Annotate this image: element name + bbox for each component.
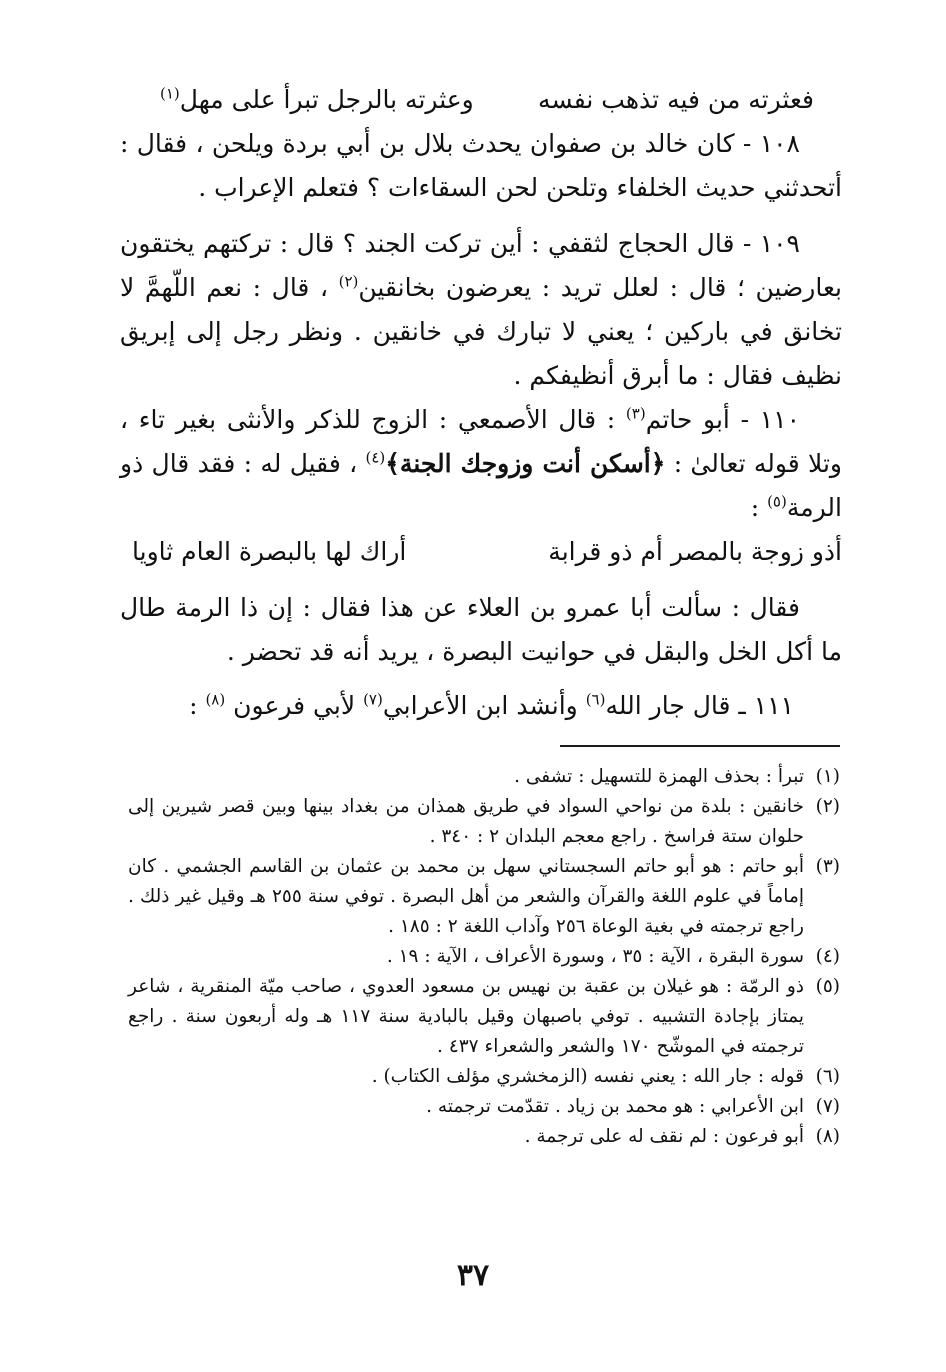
footnote-number: (٥)	[815, 976, 840, 997]
footnote-4	[128, 942, 840, 972]
footnotes	[128, 762, 840, 1152]
footnote-number: (٧)	[815, 1096, 840, 1117]
footnote-number: (١)	[815, 766, 840, 787]
paragraph-111-part-d: :	[189, 691, 206, 720]
main-text	[120, 78, 842, 728]
footnote-text: ذو الرمّة : هو غيلان بن عقبة بن نهيس بن مسعود العدوي ، صاحب ميّة المنقرية ، شاعر يمتاز بإجادة التشبيه . توفي باصبهان وقيل بالبادية سنة ١١٧ هـ وله أربعون سنة . راجع ترجمته في الموشّح ١٧٠ والشعر والشعراء ٤٣٧ .	[128, 976, 804, 1057]
footnote-text: خانقين : بلدة من نواحي السواد في طريق همذان من بغداد بينها وبين قصر شيرين إلى حلوان ستة فراسخ . راجع معجم البلدان ٢ : ٣٤٠ .	[128, 796, 804, 847]
paragraph-109	[120, 222, 842, 398]
footnote-text: ابن الأعرابي : هو محمد بن زياد . تقدّمت ترجمته .	[426, 1096, 804, 1117]
footnote-ref-6: (٦)	[585, 690, 606, 709]
footnote-5	[128, 972, 840, 1062]
footnote-6	[128, 1062, 840, 1092]
footnote-number: (٤)	[815, 946, 840, 967]
paragraph-110	[120, 398, 842, 530]
paragraph-111	[120, 684, 842, 728]
quran-quote: ﴿أسكن أنت وزوجك الجنة﴾	[385, 449, 666, 478]
footnote-3	[128, 852, 840, 942]
verse-1-second-hemistich	[160, 78, 474, 122]
paragraph-faqal: فقال : سألت أبا عمرو بن العلاء عن هذا فقال : إن ذا الرمة طال ما أكل الخل والبقل في حوانيت البصرة ، يريد أنه قد تحضر .	[120, 593, 842, 666]
footnote-2	[128, 792, 840, 852]
footnote-ref-3: (٣)	[625, 404, 646, 423]
footnote-ref-5: (٥)	[767, 492, 787, 511]
footnote-number: (٨)	[815, 1126, 840, 1147]
verse-1-first-hemistich: فعثرته من فيه تذهب نفسه	[538, 85, 814, 114]
footnote-text: أبو حاتم : هو أبو حاتم السجستاني سهل بن محمد بن عثمان بن القاسم الجشمي . كان إماماً في علوم اللغة والقرآن والشعر من أهل البصرة . توفي سنة ٢٥٥ هـ وقيل غير ذلك . راجع ترجمته في بغية الوعاة ٢٥٦ وآداب اللغة ٢ : ١٨٥ .	[128, 856, 804, 937]
paragraph-111-part-b: وأنشد ابن الأعرابي	[382, 691, 586, 720]
verse-1-second-text: وعثرته بالرجل تبرأ على مهل	[179, 85, 474, 114]
footnote-number: (٦)	[815, 1066, 840, 1087]
paragraph-110-part-b: : قال الأصمعي : الزوج للذكر والأنثى بغير تاء ، وتلا قوله تعالىٰ :	[120, 405, 843, 478]
paragraph-111-part-a: ١١١ ـ قال جار الله	[605, 691, 794, 720]
footnote-text: تبرأ : بحذف الهمزة للتسهيل : تشفى .	[514, 766, 804, 787]
footnote-ref-8: (٨)	[205, 690, 226, 709]
verse-line-1	[120, 78, 842, 122]
footnote-8	[128, 1122, 840, 1152]
paragraph-111-part-c: لأبي فرعون	[225, 691, 364, 720]
verse-2-second-hemistich: أراك لها بالبصرة العام ثاويا	[132, 537, 407, 566]
footnote-number: (٢)	[815, 796, 840, 817]
footnote-ref-7: (٧)	[363, 690, 383, 709]
paragraph-110-part-c: ، فقيل له : فقد قال ذو الرمة	[120, 449, 842, 522]
footnote-7	[128, 1092, 840, 1122]
page-number: ٣٧	[456, 1258, 490, 1293]
footnote-ref-2: (٢)	[338, 272, 359, 291]
paragraph-108: ١٠٨ - كان خالد بن صفوان يحدث بلال بن أبي بردة ويلحن ، فقال : أتحدثني حديث الخلفاء وتلحن لحن السقاءات ؟ فتعلم الإعراب .	[120, 129, 842, 202]
footnote-ref-4: (٤)	[365, 448, 386, 467]
paragraph-110-part-a: ١١٠ - أبو حاتم	[645, 405, 801, 434]
footnote-text: سورة البقرة ، الآية : ٣٥ ، وسورة الأعراف ، الآية : ١٩ .	[386, 946, 804, 967]
paragraph-110-part-d: :	[750, 493, 768, 522]
footnote-1	[128, 762, 840, 792]
footnote-divider	[560, 745, 840, 747]
footnote-number: (٣)	[815, 856, 840, 877]
paragraph-109-part-b: ، قال : نعم اللّهمَّ لا تخانق في باركين ؛ يعني لا تبارك في خانقين . ونظر رجل إلى إبريق نظيف فقال : ما أبرق أنظيفكم .	[120, 273, 842, 390]
verse-line-2	[120, 530, 842, 574]
paragraph-109-part-a: ١٠٩ - قال الحجاج لثقفي : أين تركت الجند ؟ قال : تركتهم يختقون بعارضين ؛ قال : لعلل تريد : يعرضون بخانقين	[120, 229, 842, 302]
footnote-text: أبو فرعون : لم نقف له على ترجمة .	[524, 1126, 804, 1147]
footnote-text: قوله : جار الله : يعني نفسه (الزمخشري مؤلف الكتاب) .	[371, 1066, 804, 1087]
verse-2-first-hemistich: أذو زوجة بالمصر أم ذو قرابة	[548, 537, 842, 566]
footnote-ref-1: (١)	[160, 84, 180, 103]
